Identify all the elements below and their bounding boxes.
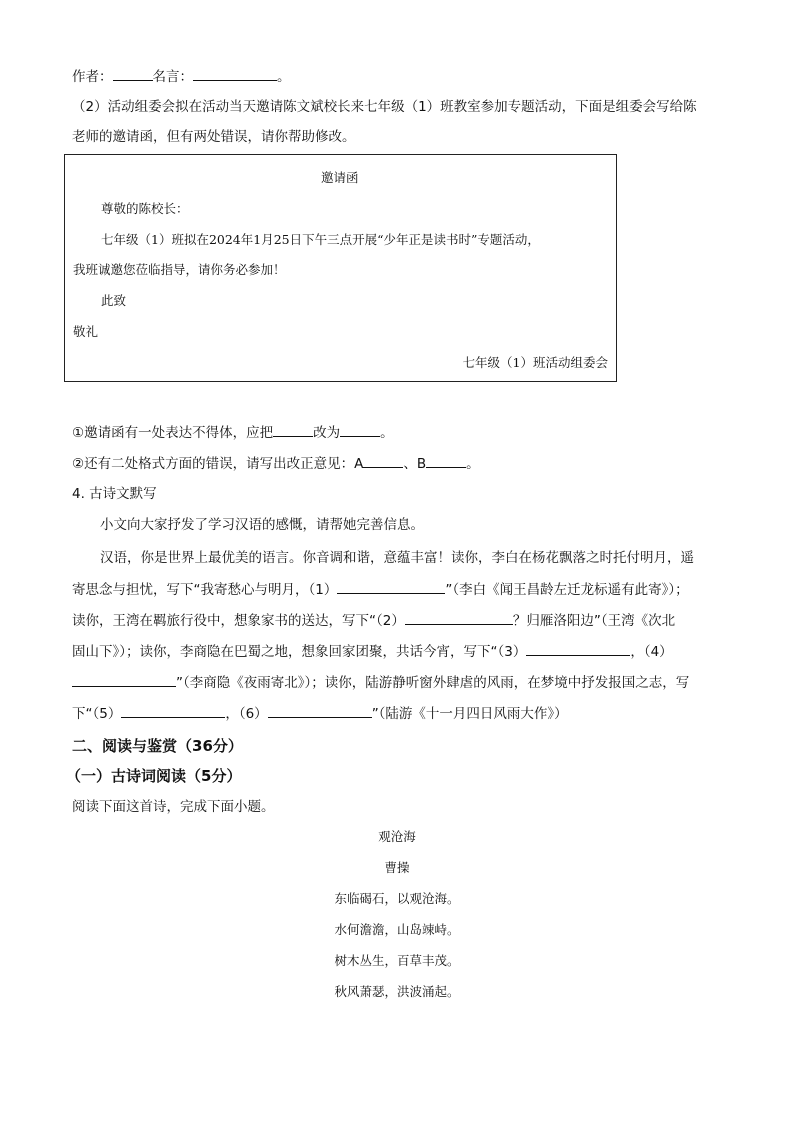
poem-line: 秋风萧瑟，洪波涌起。 — [334, 984, 460, 999]
task-2-text-c: 。 — [466, 456, 480, 472]
q4-line-6-c: ”（陆游《十一月四日风雨大作》） — [371, 706, 568, 722]
poem-title: 观沧海 — [378, 829, 416, 844]
task-2-blank-a[interactable] — [363, 453, 403, 468]
q4-line-5 — [72, 672, 689, 693]
poem-line: 东临碣石，以观沧海。 — [334, 891, 460, 906]
q4-line-2 — [72, 579, 689, 600]
quote-label: 名言： — [152, 69, 193, 85]
task-1-text-b: 改为 — [313, 425, 341, 441]
letter-title: 邀请函 — [321, 170, 359, 185]
task-1-blank-b[interactable] — [340, 422, 380, 437]
q4-line-6-a: 下“（5） — [72, 706, 122, 722]
blank-3[interactable] — [526, 641, 630, 656]
q4-line-4-b: ，（4） — [630, 644, 673, 660]
task-2-text-b: 、B — [403, 456, 427, 472]
blank-1[interactable] — [337, 579, 445, 594]
section-2-subheading: （一）古诗词阅读（5分） — [66, 767, 242, 785]
task-2-blank-b[interactable] — [426, 453, 466, 468]
blank-2[interactable] — [405, 610, 513, 625]
blank-5[interactable] — [121, 703, 225, 718]
letter-body-2: 我班诚邀您莅临指导，请你务必参加！ — [73, 262, 286, 277]
poem-line: 树木丛生，百草丰茂。 — [334, 953, 460, 968]
q3-p2-line2: 老师的邀请函，但有两处错误，请你帮助修改。 — [72, 129, 356, 145]
author-quote-line — [72, 66, 291, 87]
poem-author: 曹操 — [384, 860, 410, 875]
author-label: 作者： — [72, 69, 113, 85]
q4-line-6 — [72, 703, 568, 724]
q3-p2-line1: （2）活动组委会拟在活动当天邀请陈文斌校长来七年级（1）班教室参加专题活动，下面是组委会写给陈 — [72, 99, 697, 115]
q4-line-4 — [72, 641, 673, 662]
poem-line: 水何澹澹，山岛竦峙。 — [334, 922, 460, 937]
invitation-letter-box — [64, 154, 617, 382]
letter-closing-1: 此致 — [101, 293, 127, 308]
section-2-instruction: 阅读下面这首诗，完成下面小题。 — [72, 799, 275, 815]
q4-line-6-b: ，（6） — [225, 706, 268, 722]
q4-line-4-a: 固山下》）；读你，李商隐在巴蜀之地，想象回家团聚，共话今宵，写下“（3） — [72, 644, 527, 660]
author-blank[interactable] — [113, 66, 153, 81]
blank-4[interactable] — [72, 672, 176, 687]
letter-salutation: 尊敬的陈校长： — [101, 201, 189, 216]
task-1-blank-a[interactable] — [273, 422, 313, 437]
q4-line-3-b: ？归雁洛阳边”（王湾《次北 — [512, 613, 676, 629]
task-1 — [72, 422, 394, 443]
q4-line-1: 汉语，你是世界上最优美的语言。你音调和谐，意蕴丰富！读你，李白在杨花飘落之时托付明月，遥 — [100, 550, 694, 566]
q4-line-3-a: 读你，王湾在羁旅行役中，想象家书的送达，写下“（2） — [72, 613, 405, 629]
q4-line-5-b: ”（李商隐《夜雨寄北》）；读你，陆游静听窗外肆虐的风雨，在梦境中抒发报国之志，写 — [176, 675, 690, 691]
letter-signature: 七年级（1）班活动组委会 — [462, 355, 608, 370]
task-1-text-c: 。 — [380, 425, 394, 441]
letter-closing-2: 敬礼 — [73, 324, 99, 339]
q4-intro: 小文向大家抒发了学习汉语的感慨，请帮她完善信息。 — [100, 517, 424, 533]
task-1-text-a: ①邀请函有一处表达不得体，应把 — [72, 425, 274, 441]
q4-line-2-b: ”（李白《闻王昌龄左迁龙标遥有此寄》）； — [445, 582, 689, 598]
letter-body-1: 七年级（1）班拟在2024年1月25日下午三点开展“少年正是读书时”专题活动， — [101, 232, 540, 247]
section-2-heading: 二、阅读与鉴赏（36分） — [72, 737, 243, 755]
quote-blank[interactable] — [193, 66, 277, 81]
blank-6[interactable] — [268, 703, 372, 718]
task-2 — [72, 453, 480, 474]
q4-line-2-a: 寄思念与担忧，写下“我寄愁心与明月，（1） — [72, 582, 338, 598]
line-end: 。 — [277, 69, 291, 85]
q4-line-3 — [72, 610, 675, 631]
task-2-text-a: ②还有二处格式方面的错误，请写出改正意见：A — [72, 456, 364, 472]
q4-heading: 4. 古诗文默写 — [72, 486, 157, 502]
